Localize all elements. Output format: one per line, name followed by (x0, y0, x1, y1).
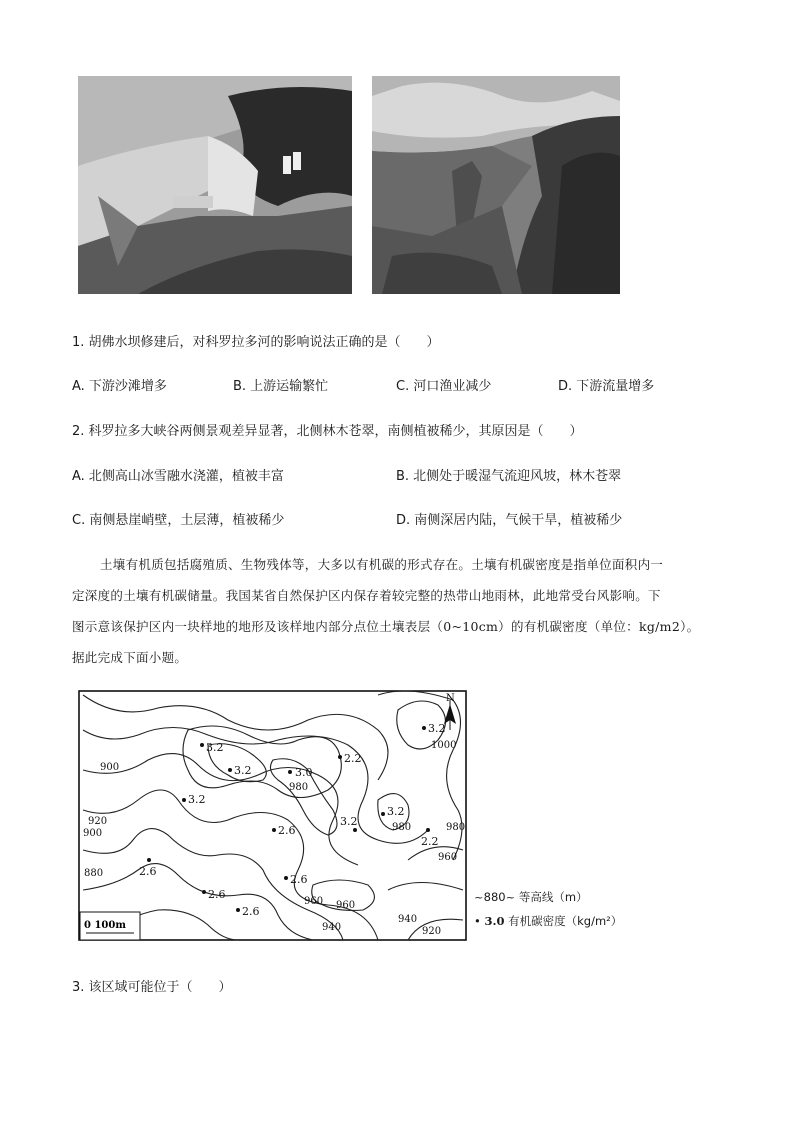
legend-contour-text: 等高线（m） (518, 890, 588, 904)
density-value: 3.2 (206, 741, 224, 754)
contour-label: 960 (438, 852, 458, 863)
passage-line-1: 土壤有机质包括腐殖质、生物残体等，大多以有机碳的形式存在。土壤有机碳密度是指单位面积内一 (100, 557, 664, 572)
scale-bar-label: 0 100m (84, 920, 126, 931)
contour-label: 960 (304, 896, 324, 907)
q1-option-b[interactable]: B. 上游运输繁忙 (233, 379, 329, 394)
density-value: 2.6 (242, 905, 260, 918)
density-point (422, 726, 426, 730)
q2-option-c[interactable]: C. 南侧悬崖峭壁，土层薄，植被稀少 (72, 513, 285, 528)
density-value: 3.2 (428, 722, 446, 735)
density-point (353, 828, 357, 832)
density-value: 2.6 (208, 888, 226, 901)
density-point (338, 755, 342, 759)
density-point (272, 828, 276, 832)
density-value: 3.2 (234, 764, 252, 777)
contour-label: 1000 (431, 740, 457, 751)
contour-label: 940 (398, 914, 418, 925)
q2-option-a[interactable]: A. 北侧高山冰雪融水浇灌，植被丰富 (72, 469, 284, 484)
contour-label: 880 (84, 868, 104, 879)
legend-point: • 3.0 有机碳密度（kg/m²） (474, 914, 623, 928)
q1-option-a[interactable]: A. 下游沙滩增多 (72, 379, 167, 394)
density-value: 2.6 (290, 873, 308, 886)
density-value: 2.2 (344, 752, 362, 765)
contour-label: 940 (322, 922, 342, 933)
legend-point-value: 3.0 (484, 914, 505, 928)
density-point (228, 768, 232, 772)
passage (72, 549, 732, 673)
legend-contour: ~880~ 等高线（m） (474, 890, 588, 904)
density-point (236, 908, 240, 912)
contour-label: 980 (446, 822, 466, 833)
density-value: 2.2 (421, 835, 439, 848)
density-point (288, 770, 292, 774)
passage-line-3: 图示意该保护区内一块样地的地形及该样地内部分点位土壤表层（0~10cm）的有机碳密度（单位：kg/m2）。 (72, 619, 700, 634)
hoover-dam-photo (78, 76, 352, 294)
legend-point-text: 有机碳密度（kg/m²） (508, 914, 623, 928)
density-value: 3.0 (295, 766, 313, 779)
density-value: 2.6 (278, 824, 296, 837)
contour-label: 900 (100, 762, 120, 773)
contour-label: 920 (422, 926, 442, 937)
contour-map (78, 690, 468, 942)
density-point (147, 858, 151, 862)
q2-option-d[interactable]: D. 南侧深居内陆，气候干旱，植被稀少 (396, 513, 623, 528)
question-2-stem: 2. 科罗拉多大峡谷两侧景观差异显著，北侧林木苍翠，南侧植被稀少，其原因是（ ） (72, 424, 583, 439)
q2-option-b[interactable]: B. 北侧处于暖湿气流迎风坡，林木苍翠 (396, 469, 622, 484)
density-value: 3.2 (340, 815, 358, 828)
contour-label: 900 (83, 828, 103, 839)
contour-label: 960 (336, 900, 356, 911)
q1-option-c[interactable]: C. 河口渔业减少 (396, 379, 492, 394)
density-point (426, 828, 430, 832)
density-value: 3.2 (188, 793, 206, 806)
passage-line-2: 定深度的土壤有机碳储量。我国某省自然保护区内保存着较完整的热带山地雨林，此地常受台风影响。下 (72, 588, 661, 603)
density-point (284, 876, 288, 880)
contour-label: 920 (88, 816, 108, 827)
passage-line-4: 据此完成下面小题。 (72, 650, 188, 665)
density-point (381, 812, 385, 816)
north-arrow-label: N (446, 693, 455, 704)
question-3-stem: 3. 该区域可能位于（ ） (72, 980, 232, 995)
density-point (200, 743, 204, 747)
density-value: 2.6 (139, 865, 157, 878)
question-1-stem: 1. 胡佛水坝修建后，对科罗拉多河的影响说法正确的是（ ） (72, 335, 440, 350)
legend-contour-sample: 880 (483, 890, 506, 904)
density-point (202, 890, 206, 894)
density-point (182, 798, 186, 802)
q1-option-d[interactable]: D. 下游流量增多 (558, 379, 655, 394)
grand-canyon-photo (372, 76, 620, 294)
contour-label: 980 (392, 822, 412, 833)
density-value: 3.2 (387, 805, 405, 818)
contour-label: 980 (289, 782, 309, 793)
